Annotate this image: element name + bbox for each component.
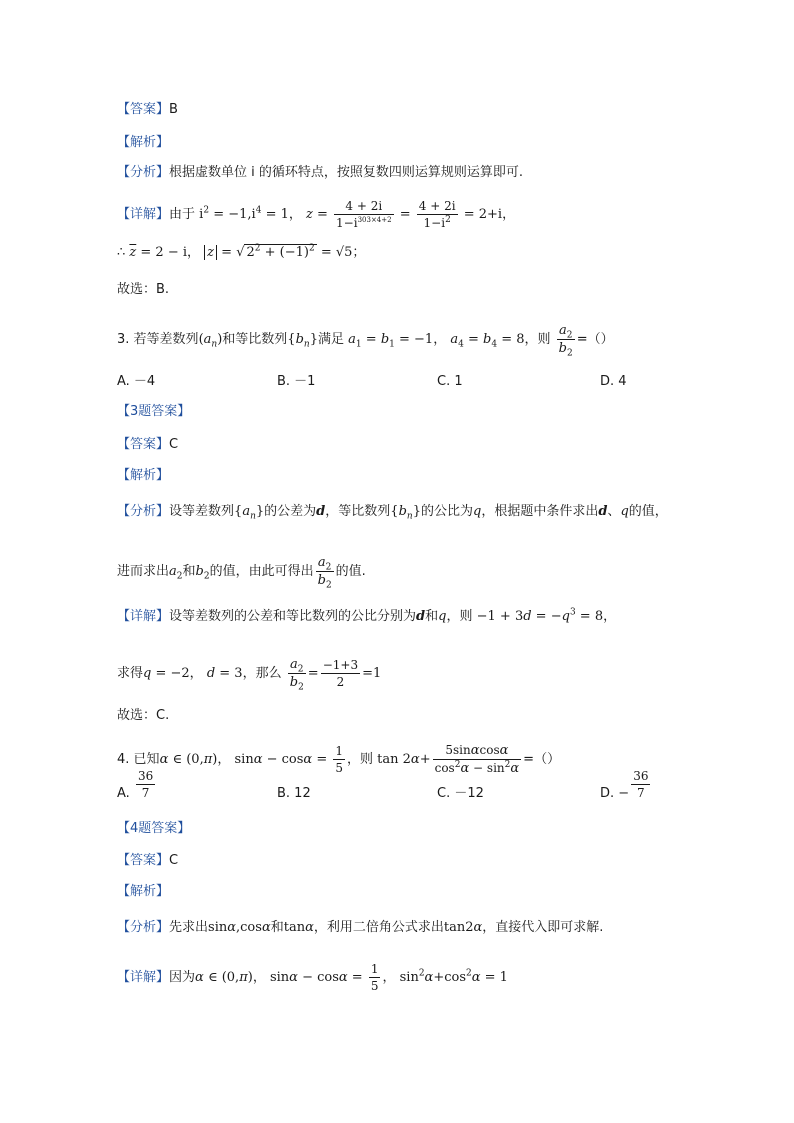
q3-answer-header: 【3题答案】 bbox=[117, 404, 191, 419]
q3-fenxi-line-2: 进而求出$a_2$和$b_2$的值，由此可得出 $\frac{a_2}{b_2}$ 的值. bbox=[117, 555, 366, 591]
q4-answer-line: 【答案】C bbox=[117, 853, 179, 868]
fraction: $\frac{a_2}{b_2}$ bbox=[558, 323, 573, 359]
fraction: $\frac{1}{5}$ bbox=[370, 962, 379, 993]
sqrt: √ $2^2 + (-1)^2$ bbox=[236, 243, 315, 260]
answer-value: B bbox=[169, 102, 178, 117]
fraction: $\frac{1}{5}$ bbox=[335, 744, 343, 775]
answer-label: 【答案】 bbox=[117, 102, 170, 117]
formula-i: $i^2 = -1,i^4 = 1$ bbox=[199, 205, 289, 222]
fraction: $\frac{5\sin\alpha\cos\alpha}{\cos^2\alpha - \sin^2\alpha}$ bbox=[434, 743, 520, 776]
fraction: $\frac{4 + 2i}{1-i^2}$ bbox=[418, 199, 456, 230]
q3-conclusion: 故选：C. bbox=[117, 708, 170, 723]
fenxi-text: 根据虚数单位 i 的循环特点，按照复数四则运算规则运算即可. bbox=[169, 165, 524, 180]
fraction: $\frac{a_2}{b_2}$ bbox=[317, 555, 332, 591]
q3-option-d: D. 4 bbox=[600, 374, 627, 389]
q4-fenxi-line: 【分析】先求出sinα,cosα和tanα，利用二倍角公式求出tan2α，直接代入即可求解. bbox=[117, 920, 604, 935]
q3-xiangjie-line: 【详解】设等差数列的公差和等比数列的公比分别为d和q，则 $-1 + 3d = -q^3 = 8$， bbox=[117, 607, 617, 624]
q3-analysis-label: 【解析】 bbox=[117, 468, 170, 483]
q3-fenxi-line: 【分析】设等差数列$\{a_n\}$的公差为d，等比数列$\{b_n\}$的公比为q，根据题中条件求出d、q的值， bbox=[117, 504, 668, 522]
q4-option-d: D. − $\frac{36}{7}$ bbox=[600, 769, 649, 801]
q3-option-a: A. －4 bbox=[117, 374, 156, 389]
q3-option-c: C. 1 bbox=[437, 374, 463, 389]
answer-value: C bbox=[169, 437, 179, 452]
fraction: $\frac{36}{7}$ bbox=[137, 769, 154, 800]
answer-line-1 bbox=[117, 100, 178, 120]
q4-answer-header: 【4题答案】 bbox=[117, 821, 191, 836]
xiangjie-line-1: 【详解】由于 $i^2 = -1,i^4 = 1$， z = $\frac{4 + 2i}{1-i^{303\times 4+2}}$ = $\frac{4 + 2i}{1-i^2}$ = 2+i， bbox=[117, 199, 516, 230]
q3-result-line: 求得q = −2， d = 3，那么 $\frac{a_2}{b_2}$ = $\frac{-1+3}{2}$ =1 bbox=[117, 657, 382, 693]
fraction: $\frac{36}{7}$ bbox=[633, 769, 649, 800]
question-4-stem: 4. 已知α ∈ (0,π)， sinα − cosα = $\frac{1}{5}$ ，则 tan 2α+ $\frac{5\sin\alpha\cos\alpha}{\cos^2\alpha - \sin^2\alpha}$ =（） bbox=[117, 743, 561, 776]
q4-option-b: B. 12 bbox=[277, 786, 311, 801]
fraction: $\frac{a_2}{b_2}$ bbox=[289, 657, 304, 693]
q4-option-c: C. －12 bbox=[437, 786, 484, 801]
formula-line-conj: ∴ $\overline{z} = 2 - i$， z = √ $2^2 + (-1)^2 = √5$； bbox=[117, 243, 366, 260]
q3-option-b: B. －1 bbox=[277, 374, 316, 389]
answer-value: C bbox=[169, 853, 179, 868]
question-3-stem: 3. 若等差数列$(a_n)$和等比数列$\{b_n\}$满足 $a_1 = b_1 = -1$， $a_4 = b_4 = 8$，则 $\frac{a_2}{b_2}$ =（） bbox=[117, 323, 614, 359]
q4-xiangjie-line: 【详解】因为α ∈ (0,π)， sinα − cosα = $\frac{1}{5}$ ， $\sin^2\alpha+\cos^2\alpha = 1$ bbox=[117, 962, 508, 993]
conclusion-1: 故选：B. bbox=[117, 282, 170, 297]
q3-answer-line: 【答案】C bbox=[117, 437, 179, 452]
q4-option-a: A. $\frac{36}{7}$ bbox=[117, 769, 154, 801]
analysis-label-1: 【解析】 bbox=[117, 135, 170, 150]
fraction: $\frac{-1+3}{2}$ bbox=[322, 658, 359, 689]
fenxi-line-1: 【分析】根据虚数单位 i 的循环特点，按照复数四则运算规则运算即可. bbox=[117, 165, 524, 180]
fraction: $\frac{4 + 2i}{1-i^{303\times 4+2}}$ bbox=[336, 199, 392, 230]
q4-analysis-label: 【解析】 bbox=[117, 884, 170, 899]
